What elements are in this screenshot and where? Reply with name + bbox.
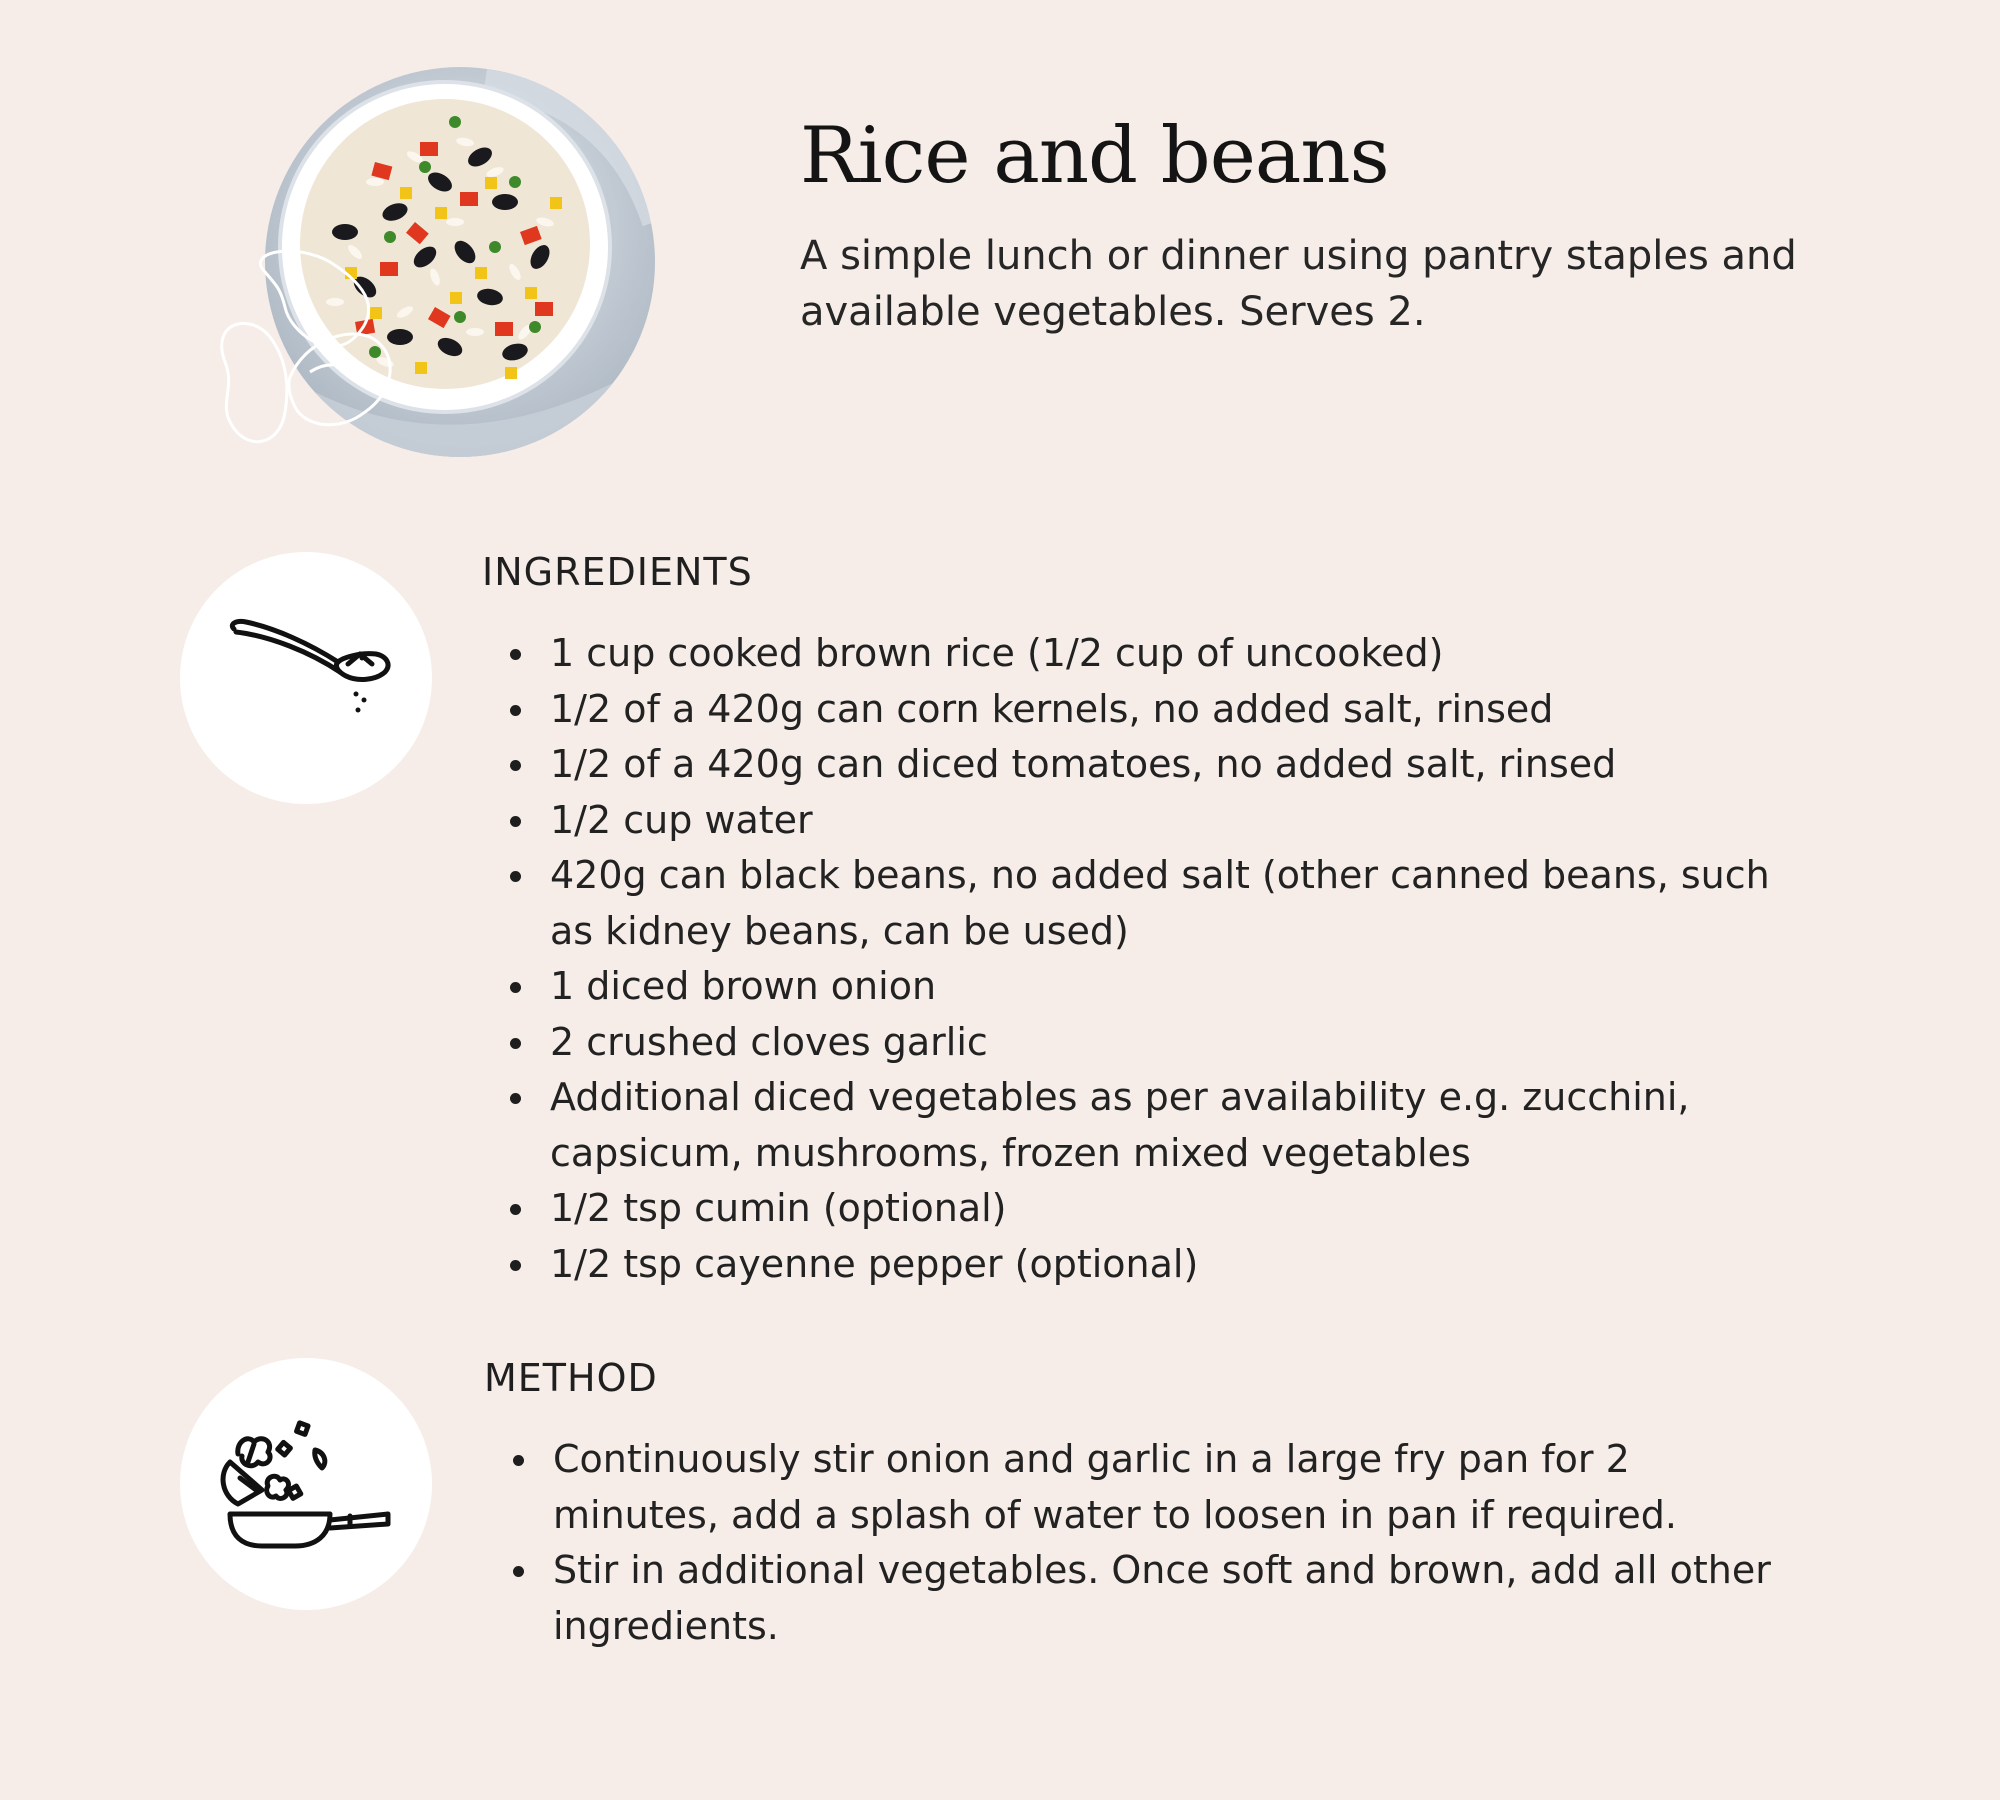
- method-heading: METHOD: [484, 1356, 658, 1400]
- ingredient-item: Additional diced vegetables as per availability e.g. zucchini, capsicum, mushrooms, frozen mixed vegetables: [502, 1070, 1802, 1181]
- method-step: Continuously stir onion and garlic in a large fry pan for 2 minutes, add a splash of water to loosen in pan if required.: [505, 1432, 1805, 1543]
- ingredient-item: 1/2 of a 420g can diced tomatoes, no added salt, rinsed: [502, 737, 1802, 793]
- method-list: [505, 1432, 1805, 1654]
- ingredient-item: 1/2 tsp cumin (optional): [502, 1181, 1802, 1237]
- ingredients-icon-badge: [180, 552, 432, 804]
- method-step: Stir in additional vegetables. Once soft and brown, add all other ingredients.: [505, 1543, 1805, 1654]
- ingredient-item: 420g can black beans, no added salt (other canned beans, such as kidney beans, can be used): [502, 848, 1802, 959]
- method-icon-badge: [180, 1358, 432, 1610]
- ingredient-item: 1/2 tsp cayenne pepper (optional): [502, 1237, 1802, 1293]
- spoon-icon: [180, 552, 432, 804]
- ingredients-list: [502, 626, 1802, 1292]
- recipe-subtitle: A simple lunch or dinner using pantry staples and available vegetables. Serves 2.: [800, 233, 1797, 335]
- ingredient-item: 2 crushed cloves garlic: [502, 1015, 1802, 1071]
- frying-pan-icon: [180, 1358, 432, 1610]
- ingredient-item: 1 diced brown onion: [502, 959, 1802, 1015]
- recipe-title: Rice and beans: [800, 111, 1389, 201]
- rice-bowl-illustration: [195, 62, 665, 492]
- ingredient-item: 1 cup cooked brown rice (1/2 cup of uncooked): [502, 626, 1802, 682]
- ingredients-heading: INGREDIENTS: [482, 550, 753, 594]
- ingredient-item: 1/2 of a 420g can corn kernels, no added salt, rinsed: [502, 682, 1802, 738]
- ingredient-item: 1/2 cup water: [502, 793, 1802, 849]
- recipe-photo: [195, 62, 665, 492]
